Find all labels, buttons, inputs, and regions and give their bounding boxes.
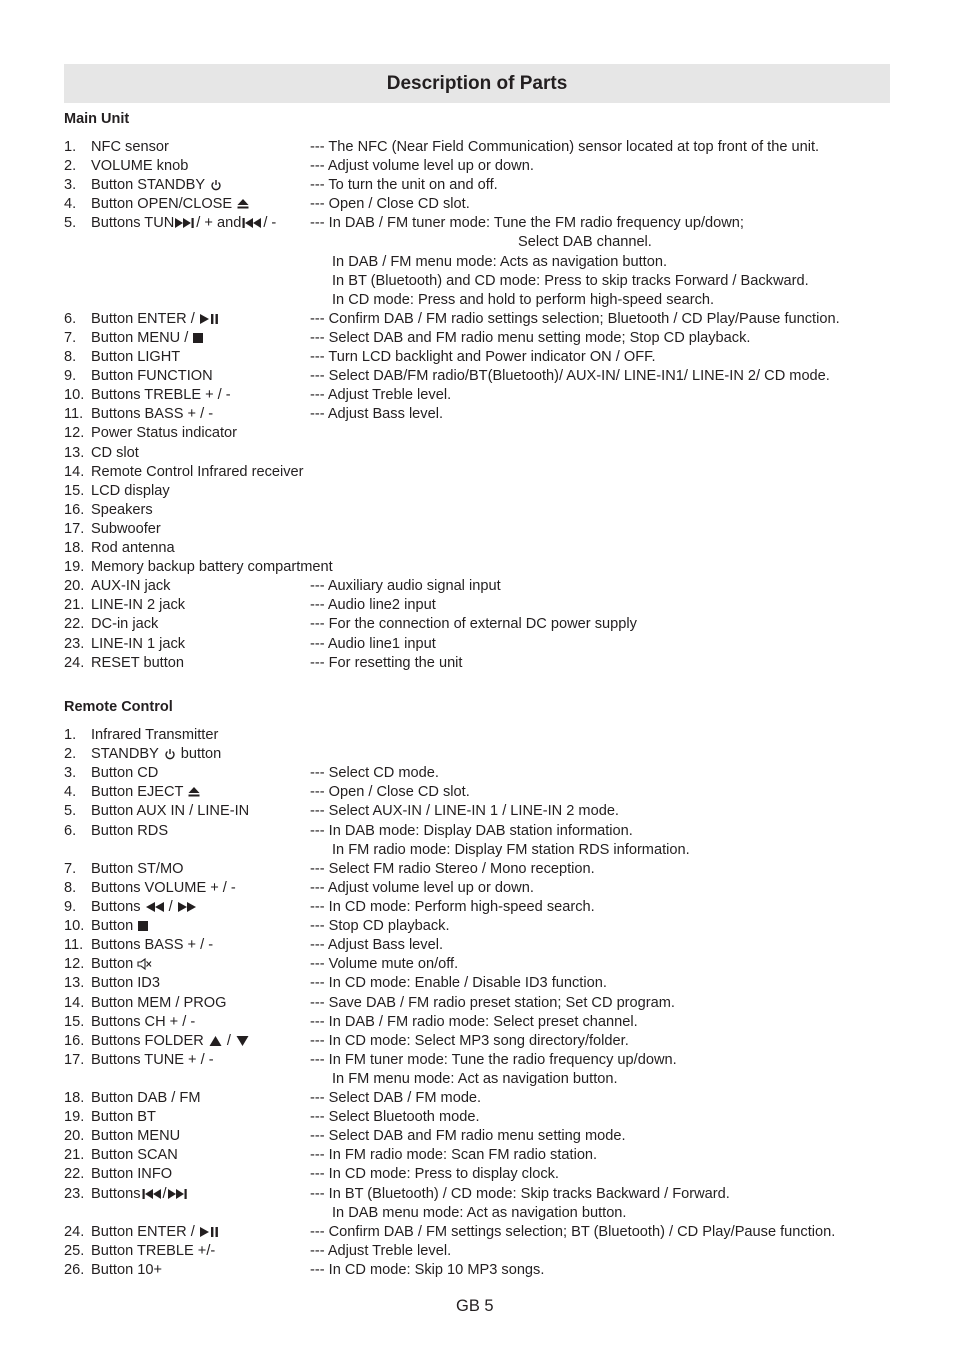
skip-back-icon	[141, 1188, 163, 1200]
list-item: 17. Buttons TUNE + / - --- In FM tuner mode: Tune the radio frequency up/down.	[64, 1052, 677, 1068]
play-pause-icon	[199, 1226, 221, 1238]
power-icon	[209, 179, 223, 191]
list-item: 22. DC-in jack --- For the connection of external DC power supply	[64, 616, 637, 632]
list-item: 12. Power Status indicator	[64, 425, 238, 441]
triangle-up-icon	[208, 1035, 223, 1047]
list-item: 2. VOLUME knob --- Adjust volume level up or down.	[64, 158, 534, 174]
list-item: 4. Button OPEN/CLOSE --- Open / Close CD slot.	[64, 196, 470, 212]
main-unit-heading: Main Unit	[64, 111, 130, 127]
rewind-icon	[145, 901, 165, 913]
list-item: 21. Button SCAN --- In FM radio mode: Scan FM radio station.	[64, 1147, 598, 1163]
list-item: 16. Speakers	[64, 502, 153, 518]
list-item: 19. Button BT --- Select Bluetooth mode.	[64, 1109, 480, 1125]
list-item: 1. NFC sensor --- The NFC (Near Field Communication) sensor located at top front of the unit.	[64, 139, 820, 155]
list-item: 7. Button ST/MO --- Select FM radio Stereo / Mono reception.	[64, 861, 595, 877]
list-item: 18. Rod antenna	[64, 540, 175, 556]
list-item: 5. Button AUX IN / LINE-IN --- Select AUX-IN / LINE-IN 1 / LINE-IN 2 mode.	[64, 803, 619, 819]
list-item: 18. Button DAB / FM --- Select DAB / FM mode.	[64, 1090, 482, 1106]
eject-icon	[187, 786, 201, 798]
fast-forward-icon	[177, 901, 197, 913]
skip-forward-icon	[174, 217, 196, 229]
list-item: 19. Memory backup battery compartment	[64, 559, 333, 575]
list-item: 20. AUX-IN jack --- Auxiliary audio signal input	[64, 578, 501, 594]
list-item: 17. Subwoofer	[64, 521, 161, 537]
list-item: In DAB menu mode: Act as navigation button.	[332, 1205, 627, 1221]
list-item: 15. LCD display	[64, 483, 170, 499]
list-item: 9. Buttons / --- In CD mode: Perform high-speed search.	[64, 899, 595, 915]
list-item: 1. Infrared Transmitter	[64, 727, 219, 743]
list-item: 5. Buttons TUN / + and / - --- In DAB / FM tuner mode: Tune the FM radio frequency up/down;	[64, 215, 744, 231]
list-item: 11. Buttons BASS + / - --- Adjust Bass level.	[64, 937, 444, 953]
list-item: 21. LINE-IN 2 jack --- Audio line2 input	[64, 597, 436, 613]
list-item: 6. Button ENTER / --- Confirm DAB / FM radio settings selection; Bluetooth / CD Play/Pause function.	[64, 311, 840, 327]
play-pause-icon	[199, 313, 221, 325]
list-item: 23. LINE-IN 1 jack --- Audio line1 input	[64, 636, 436, 652]
stop-icon	[137, 920, 150, 932]
list-item: 9. Button FUNCTION --- Select DAB/FM radio/BT(Bluetooth)/ AUX-IN/ LINE-IN1/ LINE-IN 2/ CD mode.	[64, 368, 830, 384]
list-item: 14. Remote Control Infrared receiver	[64, 464, 304, 480]
list-item: 13. CD slot	[64, 445, 139, 461]
list-item: 23. Buttons / --- In BT (Bluetooth) / CD mode: Skip tracks Backward / Forward.	[64, 1186, 730, 1202]
stop-icon	[192, 332, 205, 344]
skip-forward-icon	[167, 1188, 189, 1200]
list-item: 10. Buttons TREBLE + / - --- Adjust Treble level.	[64, 387, 452, 403]
list-item: 10. Button --- Stop CD playback.	[64, 918, 450, 934]
list-item: 24. Button ENTER / --- Confirm DAB / FM settings selection; BT (Bluetooth) / CD Play/Pause function.	[64, 1224, 836, 1240]
page-title: Description of Parts	[386, 72, 568, 94]
list-item: In DAB / FM menu mode: Acts as navigation button.	[332, 254, 668, 270]
remote-control-heading: Remote Control	[64, 699, 173, 715]
list-item: In CD mode: Press and hold to perform high-speed search.	[332, 292, 715, 308]
skip-back-icon	[241, 217, 263, 229]
list-item: 2. STANDBY button	[64, 746, 222, 762]
title-bar	[64, 64, 890, 103]
list-item: 16. Buttons FOLDER / --- In CD mode: Select MP3 song directory/folder.	[64, 1033, 629, 1049]
list-item: 3. Button STANDBY --- To turn the unit on and off.	[64, 177, 498, 193]
list-item: 3. Button CD --- Select CD mode.	[64, 765, 439, 781]
page-number: GB 5	[456, 1297, 494, 1315]
list-item: 26. Button 10+ --- In CD mode: Skip 10 MP3 songs.	[64, 1262, 545, 1278]
list-item: 6. Button RDS --- In DAB mode: Display DAB station information.	[64, 823, 633, 839]
list-item: 8. Buttons VOLUME + / - --- Adjust volume level up or down.	[64, 880, 534, 896]
list-item: In BT (Bluetooth) and CD mode: Press to skip tracks Forward / Backward.	[332, 273, 809, 289]
mute-icon	[137, 958, 152, 970]
list-item: 25. Button TREBLE +/- --- Adjust Treble level.	[64, 1243, 452, 1259]
list-item: In FM radio mode: Display FM station RDS information.	[332, 842, 690, 858]
list-item: 8. Button LIGHT --- Turn LCD backlight and Power indicator ON / OFF.	[64, 349, 656, 365]
triangle-down-icon	[235, 1035, 250, 1047]
power-icon	[163, 748, 177, 760]
list-item: 14. Button MEM / PROG --- Save DAB / FM radio preset station; Set CD program.	[64, 995, 675, 1011]
list-item: 12. Button --- Volume mute on/off.	[64, 956, 459, 972]
list-item: 11. Buttons BASS + / - --- Adjust Bass level.	[64, 406, 444, 422]
list-item: 7. Button MENU / --- Select DAB and FM radio menu setting mode; Stop CD playback.	[64, 330, 751, 346]
list-item: 4. Button EJECT --- Open / Close CD slot.	[64, 784, 470, 800]
list-item: 15. Buttons CH + / - --- In DAB / FM radio mode: Select preset channel.	[64, 1014, 638, 1030]
list-item: 22. Button INFO --- In CD mode: Press to display clock.	[64, 1166, 559, 1182]
eject-icon	[236, 198, 250, 210]
list-item: In FM menu mode: Act as navigation button.	[332, 1071, 618, 1087]
list-item: 13. Button ID3 --- In CD mode: Enable / Disable ID3 function.	[64, 975, 607, 991]
list-item: Select DAB channel.	[518, 234, 652, 250]
list-item: 24. RESET button --- For resetting the unit	[64, 655, 463, 671]
list-item: 20. Button MENU --- Select DAB and FM radio menu setting mode.	[64, 1128, 626, 1144]
